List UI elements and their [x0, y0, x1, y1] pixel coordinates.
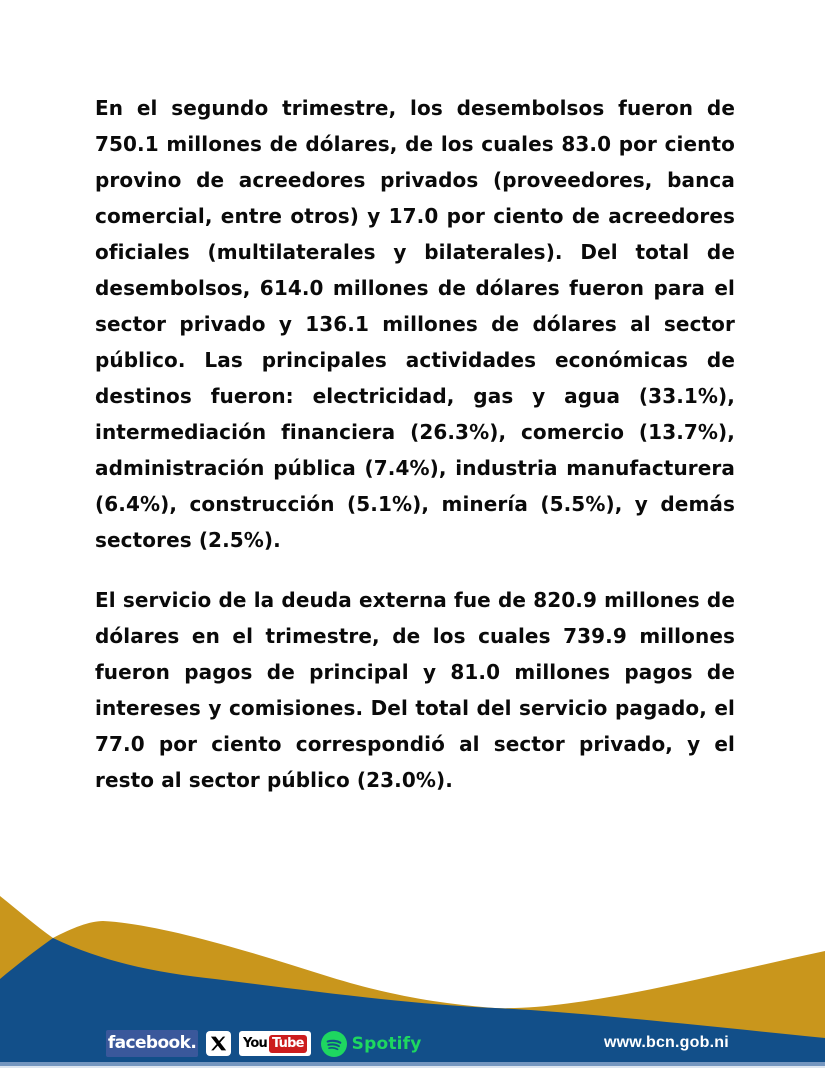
youtube-tube-text: Tube: [269, 1035, 307, 1053]
spotify-icon: [321, 1031, 347, 1057]
facebook-badge[interactable]: [106, 1030, 198, 1057]
website-url: www.bcn.gob.ni: [604, 1034, 729, 1051]
bottom-strip: [0, 1062, 825, 1066]
body-text: [95, 90, 735, 822]
facebook-wordmark: facebook.: [107, 1032, 197, 1053]
paragraph-disbursements: En el segundo trimestre, los desembolsos fueron de 750.1 millones de dólares, de los cuales 83.0 por ciento provino de acreedores privados (proveedores, banca comercial, entre otros) y 17.0 por ciento de acreedores oficiales (multilaterales y bilaterales). Del total de desembolsos, 614.0 millones de dólares fueron para el sector privado y 136.1 millones de dólares al sector público. Las principales actividades económicas de destinos fueron: electricidad, gas y agua (33.1%), intermediación financiera (26.3%), comercio (13.7%), administración pública (7.4%), industria manufacturera (6.4%), construcción (5.1%), minería (5.5%), y demás sectores (2.5%).: [95, 96, 735, 552]
spotify-wordmark: Spotify: [351, 1033, 422, 1054]
x-icon: [210, 1035, 227, 1052]
spotify-badge[interactable]: [321, 1031, 422, 1057]
x-badge[interactable]: [206, 1031, 231, 1056]
paragraph-debt-service: El servicio de la deuda externa fue de 820.9 millones de dólares en el trimestre, de los cuales 739.9 millones fueron pagos de principal y 81.0 millones pagos de intereses y comisiones. Del total del servicio pagado, el 77.0 por ciento correspondió al sector privado, y el resto al sector público (23.0%).: [95, 588, 735, 792]
youtube-badge[interactable]: [239, 1031, 311, 1056]
youtube-you-text: You: [243, 1036, 268, 1051]
social-links-bar: [106, 1030, 422, 1057]
